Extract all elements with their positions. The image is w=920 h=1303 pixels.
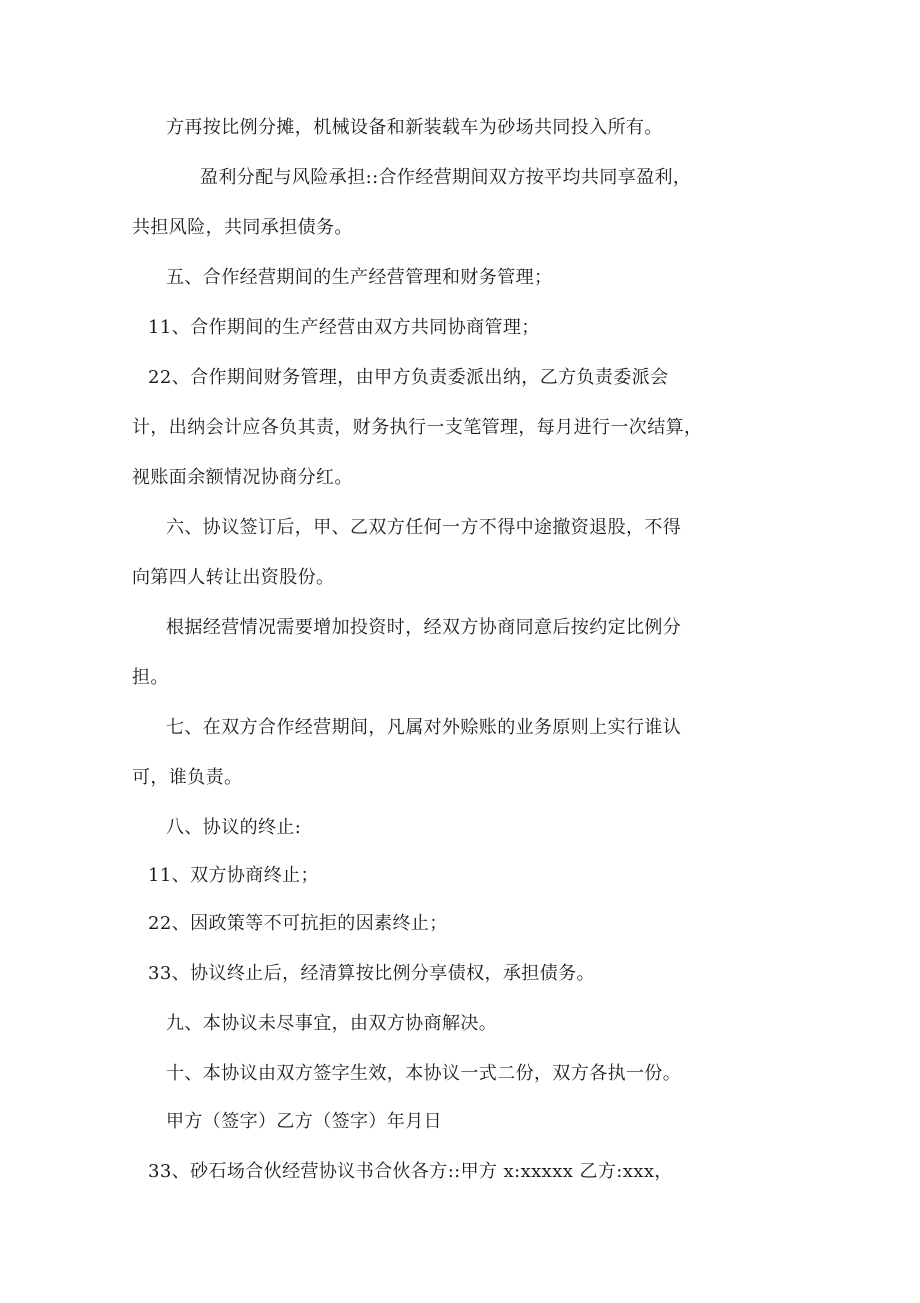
section-heading-ten: 十、本协议由双方签字生效，本协议一式二份，双方各执一份。 bbox=[166, 1063, 682, 1084]
section-heading-seven: 七、在双方合作经营期间，凡属对外赊账的业务原则上实行谁认 bbox=[166, 717, 682, 738]
section-heading-six: 六、协议签订后，甲、乙双方任何一方不得中途撤资退股，不得 bbox=[166, 517, 682, 538]
list-item-22: 22、合作期间财务管理，由甲方负责委派出纳，乙方负责委派会 bbox=[148, 367, 669, 388]
section-heading-eight: 八、协议的终止: bbox=[166, 817, 302, 838]
section-heading-five: 五、合作经营期间的生产经营管理和财务管理； bbox=[166, 267, 553, 288]
list-item-22-terminate: 22、因政策等不可抗拒的因素终止； bbox=[148, 913, 448, 934]
list-item-33-agreement: 33、砂石场合伙经营协议书合伙各方::甲方 x:xxxxx 乙方:xxx， bbox=[148, 1161, 673, 1182]
paragraph-line-11: 根据经营情况需要增加投资时，经双方协商同意后按约定比例分 bbox=[166, 617, 682, 638]
paragraph-line-7: 计，出纳会计应各负其责，财务执行一支笔管理，每月进行一次结算， bbox=[132, 417, 703, 438]
paragraph-line-8: 视账面余额情况协商分红。 bbox=[132, 467, 353, 488]
paragraph-line-12: 担。 bbox=[132, 667, 169, 688]
list-item-11: 11、合作期间的生产经营由双方共同协商管理； bbox=[148, 317, 540, 338]
paragraph-line-1: 方再按比例分摊，机械设备和新装载车为砂场共同投入所有。 bbox=[166, 117, 663, 138]
section-heading-nine: 九、本协议未尽事宜，由双方协商解决。 bbox=[166, 1013, 498, 1034]
paragraph-line-14: 可，谁负责。 bbox=[132, 767, 243, 788]
paragraph-line-3: 共担风险，共同承担债务。 bbox=[132, 217, 353, 238]
signature-line: 甲方（签字）乙方（签字）年月日 bbox=[166, 1111, 442, 1132]
list-item-11-terminate: 11、双方协商终止； bbox=[148, 865, 319, 886]
paragraph-line-10: 向第四人转让出资股份。 bbox=[132, 567, 335, 588]
list-item-33-terminate: 33、协议终止后，经清算按比例分享债权，承担债务。 bbox=[148, 963, 595, 984]
paragraph-line-2: 盈利分配与风险承担::合作经营期间双方按平均共同享盈利， bbox=[200, 167, 692, 188]
